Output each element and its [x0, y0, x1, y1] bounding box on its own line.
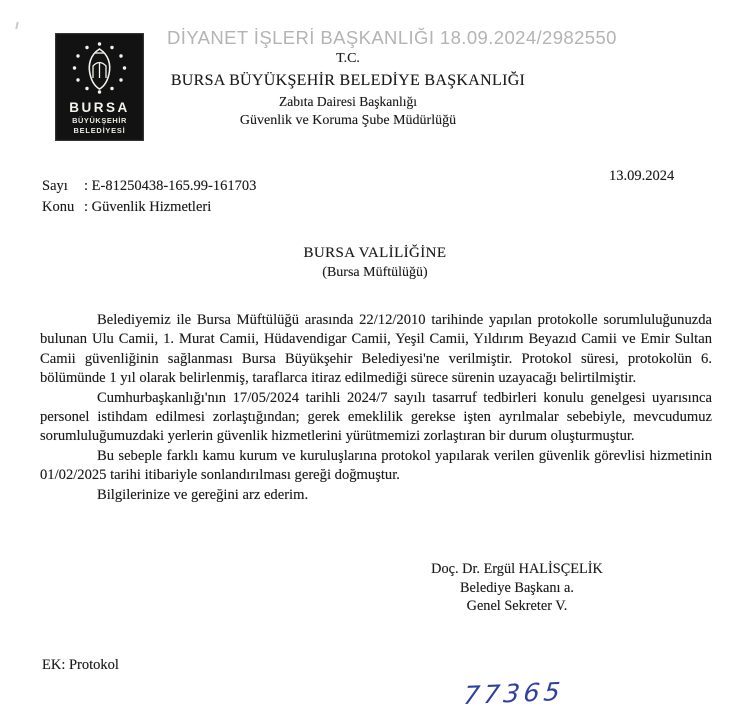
konu-row — [42, 197, 256, 218]
konu-label: Konu — [42, 199, 75, 215]
handwritten-registry-number: 77365 — [462, 676, 566, 711]
recipient-name: BURSA VALİLİĞİNE — [303, 245, 447, 261]
signatory-title1: Belediye Başkanı a. — [460, 579, 574, 596]
recipient-block — [0, 245, 750, 281]
registry-watermark: DİYANET İŞLERİ BAŞKANLIĞI 18.09.2024/2982550 — [167, 27, 617, 48]
letterhead-branch: Güvenlik ve Koruma Şube Müdürlüğü — [239, 113, 457, 128]
konu-value: : Güvenlik Hizmetleri — [84, 199, 212, 215]
body-paragraph-4: Bilgilerinize ve gereğini arz ederim. — [97, 486, 309, 503]
body-paragraph-2: Cumhurbaşkanlığı'nın 17/05/2024 tarihli 2024/7 sayılı tasarruf tedbirleri konulu genelgesi uyarısınca personel istihdam edilmesi zorlaştığından; gerek emeklilik gerekse işten ayrılmalar sebebiyle, mevcudumuz sorumluluğumuzdaki yerlerin güvenlik hizmetlerini yürütmemizi zorlaştıran bir durum oluşturmuştur. — [40, 389, 712, 445]
letter-body — [40, 311, 712, 505]
attachment-note: EK: Protokol — [42, 657, 119, 673]
signatory-title2: Genel Sekreter V. — [466, 598, 568, 614]
recipient-subname: (Bursa Müftülüğü) — [322, 265, 428, 280]
bursa-municipality-logo — [55, 33, 144, 141]
meta-block — [42, 176, 256, 218]
logo-wordmark-line3: BELEDİYESİ — [73, 126, 126, 135]
body-paragraph-1: Belediyemiz ile Bursa Müftülüğü arasında 22/12/2010 tarihinde yapılan protokolle sorumluluğunuzda bulunan Ulu Camii, 1. Murat Camii, Hüdavendigar Camii, Yeşil Camii, Yıldırım Beyazıd Camii ve Emir Sultan Camii güvenliğinin sağlanması Bursa Büyükşehir Belediyesi'ne verilmiştir. Protokol süresi, protokolün 6. bölümünde 1 yıl olarak belirlenmiş, taraflarca itiraz edilmediği sürece sürenin uzayacağı belirtilmiştir. — [40, 312, 712, 387]
sayi-label: Sayı — [42, 178, 68, 194]
letter-date: 13.09.2024 — [609, 168, 675, 184]
scan-artifact — [15, 22, 18, 29]
letterhead-dept: Zabıta Dairesi Başkanlığı — [279, 94, 417, 109]
signature-block — [414, 560, 620, 616]
bursa-city-emblem-icon — [55, 33, 144, 141]
logo-wordmark-line1: BURSA — [69, 100, 130, 115]
letterhead — [148, 51, 548, 129]
letterhead-org: BURSA BÜYÜKŞEHİR BELEDİYE BAŞKANLIĞI — [170, 72, 526, 89]
body-paragraph-3: Bu sebeple farklı kamu kurum ve kuruluşlarına protokol yapılarak verilen güvenlik görevlisi hizmetinin 01/02/2025 tarihi itibariyle sonlandırılması gereği doğmuştur. — [40, 447, 712, 484]
sayi-value: : E-81250438-165.99-161703 — [84, 178, 257, 194]
logo-wordmark-line2: BÜYÜKŞEHİR — [72, 116, 127, 125]
letterhead-tc: T.C. — [336, 51, 360, 66]
signatory-name: Doç. Dr. Ergül HALİSÇELİK — [431, 561, 603, 577]
sayi-row — [42, 176, 256, 197]
